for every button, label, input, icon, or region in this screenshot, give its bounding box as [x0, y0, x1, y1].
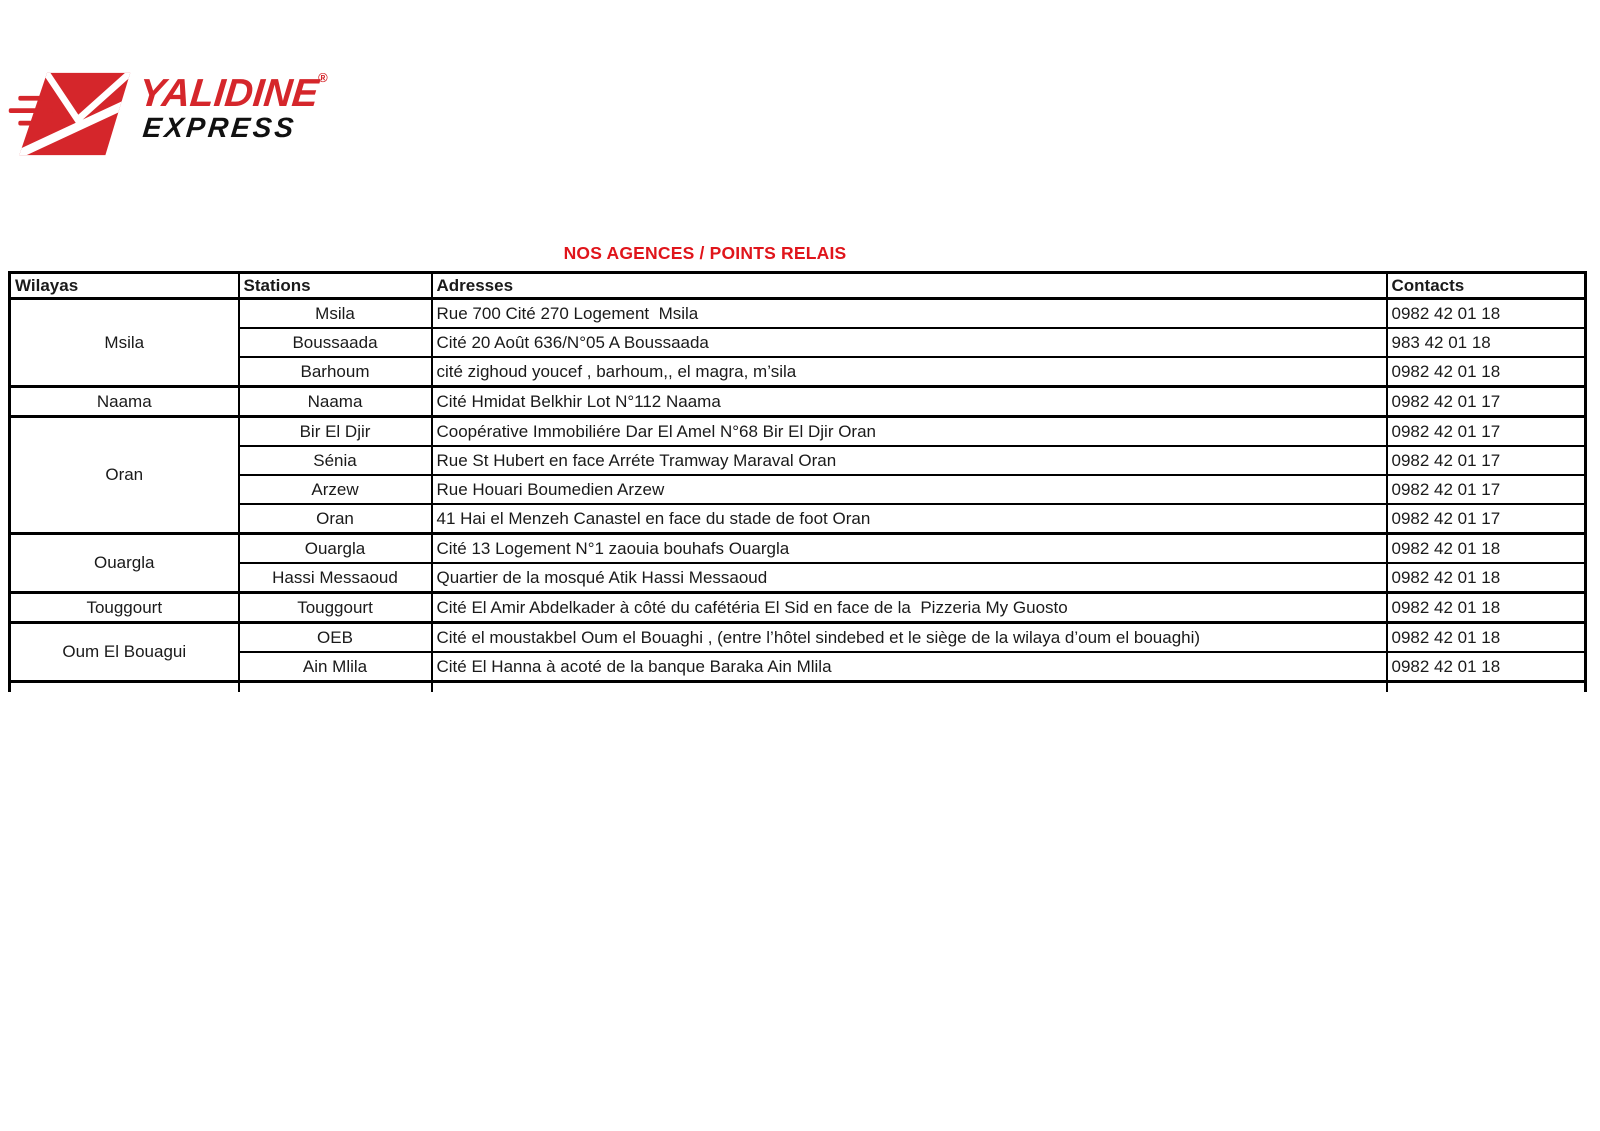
address-cell: Cité El Amir Abdelkader à côté du cafétéria El Sid en face de la Pizzeria My Guosto — [432, 593, 1387, 623]
address-cell: Coopérative Immobiliére Dar El Amel N°68 Bir El Djir Oran — [432, 417, 1387, 447]
station-cell: Boussaada — [239, 328, 432, 357]
table-row — [10, 299, 1586, 329]
yalidine-logo — [6, 68, 366, 158]
station-cell: Ouargla — [239, 534, 432, 564]
header-stations: Stations — [239, 273, 432, 299]
address-cell: Rue 700 Cité 270 Logement Msila — [432, 299, 1387, 329]
station-cell: Bir El Djir — [239, 417, 432, 447]
station-cell: Barhoum — [239, 357, 432, 387]
wilaya-cell: Msila — [10, 299, 239, 387]
address-cell: Cité 20 Août 636/N°05 A Boussaada — [432, 328, 1387, 357]
contact-cell: 0982 42 01 17 — [1387, 387, 1586, 417]
table-header-row — [10, 273, 1586, 299]
page-title: NOS AGENCES / POINTS RELAIS — [563, 243, 847, 263]
station-cell: Touggourt — [239, 593, 432, 623]
address-cell: Rue St Hubert en face Arréte Tramway Maraval Oran — [432, 446, 1387, 475]
clipped-row-stub — [10, 682, 1586, 693]
address-cell: Cité el moustakbel Oum el Bouaghi , (entre l’hôtel sindebed et le siège de la wilaya d’oum el bouaghi) — [432, 623, 1387, 653]
table-row — [10, 387, 1586, 417]
table-row — [10, 328, 1586, 357]
header-adresses: Adresses — [432, 273, 1387, 299]
station-cell: Oran — [239, 504, 432, 534]
agencies-table — [8, 271, 1587, 692]
station-cell: Ain Mlila — [239, 652, 432, 682]
address-cell: 41 Hai el Menzeh Canastel en face du stade de foot Oran — [432, 504, 1387, 534]
contact-cell: 0982 42 01 18 — [1387, 357, 1586, 387]
contact-cell: 0982 42 01 17 — [1387, 417, 1586, 447]
contact-cell: 0982 42 01 18 — [1387, 623, 1586, 653]
table-row — [10, 357, 1586, 387]
table-row — [10, 475, 1586, 504]
envelope-speed-icon — [6, 70, 134, 158]
contact-cell: 0982 42 01 17 — [1387, 446, 1586, 475]
wilaya-cell: Oran — [10, 417, 239, 534]
table-row — [10, 652, 1586, 682]
address-cell: cité zighoud youcef , barhoum,, el magra, m’sila — [432, 357, 1387, 387]
station-cell: Arzew — [239, 475, 432, 504]
brand-name: YALIDINE — [136, 72, 321, 115]
contact-cell: 0982 42 01 18 — [1387, 593, 1586, 623]
wilaya-cell: Touggourt — [10, 593, 239, 623]
table-row — [10, 417, 1586, 447]
station-cell: Sénia — [239, 446, 432, 475]
header-wilayas: Wilayas — [10, 273, 239, 299]
contact-cell: 983 42 01 18 — [1387, 328, 1586, 357]
table-row — [10, 534, 1586, 564]
address-cell: Cité El Hanna à acoté de la banque Baraka Ain Mlila — [432, 652, 1387, 682]
contact-cell: 0982 42 01 18 — [1387, 652, 1586, 682]
header-contacts: Contacts — [1387, 273, 1586, 299]
contact-cell: 0982 42 01 18 — [1387, 299, 1586, 329]
brand-subtitle: EXPRESS — [141, 112, 298, 143]
registered-mark: ® — [318, 70, 328, 85]
wilaya-cell: Oum El Bouagui — [10, 623, 239, 682]
station-cell: Hassi Messaoud — [239, 563, 432, 593]
station-cell: Naama — [239, 387, 432, 417]
wilaya-cell: Naama — [10, 387, 239, 417]
table-row — [10, 593, 1586, 623]
address-cell: Cité 13 Logement N°1 zaouia bouhafs Ouargla — [432, 534, 1387, 564]
table-row — [10, 504, 1586, 534]
station-cell: Msila — [239, 299, 432, 329]
contact-cell: 0982 42 01 18 — [1387, 534, 1586, 564]
table-row — [10, 563, 1586, 593]
wilaya-cell: Ouargla — [10, 534, 239, 593]
table-row — [10, 623, 1586, 653]
contact-cell: 0982 42 01 17 — [1387, 504, 1586, 534]
contact-cell: 0982 42 01 17 — [1387, 475, 1586, 504]
station-cell: OEB — [239, 623, 432, 653]
address-cell: Rue Houari Boumedien Arzew — [432, 475, 1387, 504]
contact-cell: 0982 42 01 18 — [1387, 563, 1586, 593]
table-row — [10, 446, 1586, 475]
address-cell: Quartier de la mosqué Atik Hassi Messaoud — [432, 563, 1387, 593]
address-cell: Cité Hmidat Belkhir Lot N°112 Naama — [432, 387, 1387, 417]
